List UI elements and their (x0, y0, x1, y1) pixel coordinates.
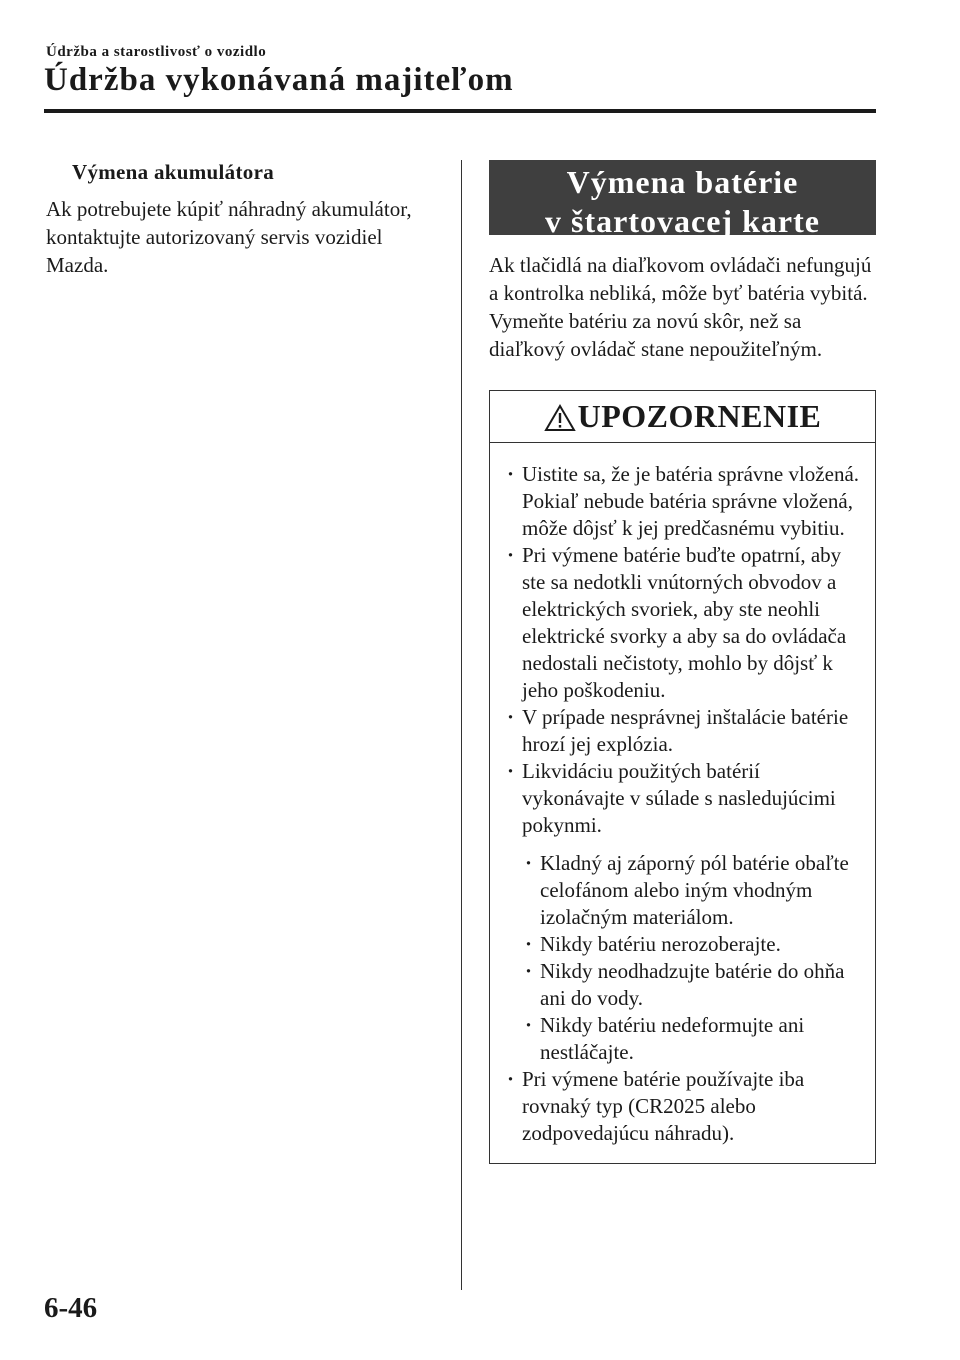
caution-box (489, 390, 876, 1164)
disposal-sub-item: · Nikdy neodhadzujte batérie do ohňa ani do vody. (524, 958, 865, 1012)
section-title-line-1: Výmena batérie (566, 164, 799, 200)
page-title: Údržba vykonávaná majiteľom (44, 62, 514, 98)
caution-item: · Pri výmene batérie buďte opatrní, aby ste sa nedotkli vnútorných obvodov a elektrických svoriek, aby ste neohli elektrické svorky a aby sa do ovládača nedostali nečistoty, mohlo by dôjsť k jeho poškodeniu. (506, 542, 865, 704)
subheading-battery-replacement: Výmena akumulátora (72, 160, 274, 184)
caution-item-final: · Pri výmene batérie používajte iba rovnaký typ (CR2025 alebo zodpovedajúcu náhradu). (506, 1066, 865, 1147)
section-title-line-2: v štartovacej karte (545, 203, 820, 239)
caution-header (490, 391, 875, 443)
disposal-sub-item: · Nikdy batériu nedeformujte ani nestláčajte. (524, 1012, 865, 1066)
disposal-sublist (524, 850, 865, 1066)
intro-paragraph-1: Ak tlačidlá na diaľkovom ovládači nefungujú a kontrolka nebliká, môže byť batéria vybitá. (489, 253, 872, 305)
disposal-sub-item: · Nikdy batériu nerozoberajte. (524, 931, 865, 958)
caution-body (490, 443, 875, 1147)
battery-paragraph: Ak potrebujete kúpiť náhradný akumulátor, kontaktujte autorizovaný servis vozidiel Mazda. (46, 197, 412, 277)
caution-label: UPOZORNENIE (577, 398, 822, 434)
intro-text (489, 251, 876, 363)
column-divider (461, 160, 462, 1290)
page-number: 6-46 (44, 1292, 98, 1324)
caution-item: · Likvidáciu použitých batérií vykonávajte v súlade s nasledujúcimi pokynmi. (506, 758, 865, 839)
caution-item: · V prípade nesprávnej inštalácie batérie hrozí jej explózia. (506, 704, 865, 758)
header-divider (44, 109, 876, 113)
right-column (489, 160, 876, 1164)
intro-paragraph-2: Vymeňte batériu za novú skôr, než sa diaľkový ovládač stane nepoužiteľným. (489, 309, 823, 361)
caution-item: · Uistite sa, že je batéria správne vložená. Pokiaľ nebude batéria správne vložená, môže dôjsť k jej predčasnému vybitiu. (506, 461, 865, 542)
section-banner (489, 160, 876, 239)
left-column (46, 160, 446, 279)
disposal-sub-item: · Kladný aj záporný pól batérie obaľte celofánom alebo iným vhodným izolačným materiálom. (524, 850, 865, 931)
breadcrumb: Údržba a starostlivosť o vozidlo (46, 44, 267, 60)
warning-triangle-icon (544, 403, 576, 431)
